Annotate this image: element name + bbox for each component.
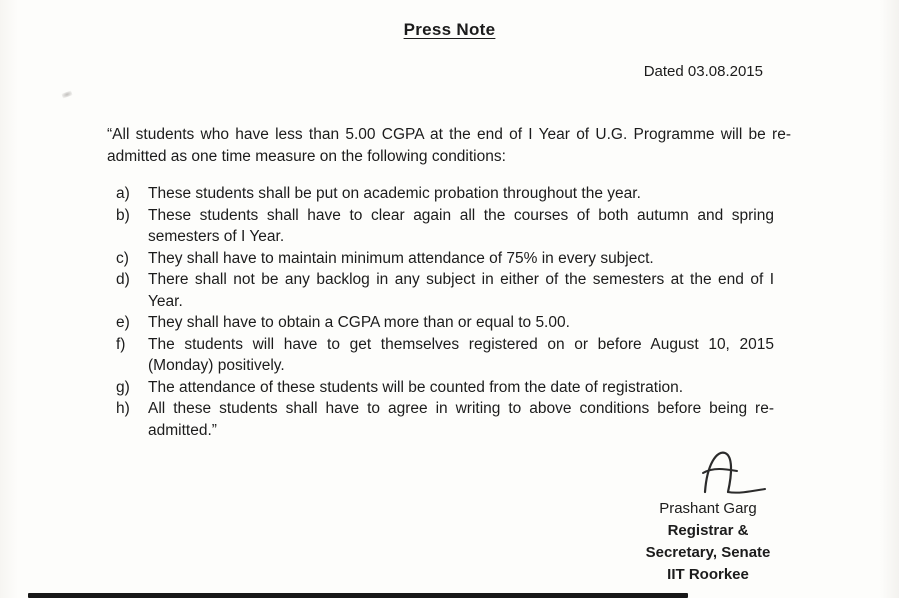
condition-text: All these students shall have to agree in writing to above conditions before being re-admitted.”: [148, 400, 774, 439]
document-title: [0, 20, 899, 40]
condition-item: [116, 398, 774, 441]
condition-item: [116, 334, 774, 377]
condition-item: [116, 183, 774, 205]
intro-paragraph: “All students who have less than 5.00 CGPA at the end of I Year of U.G. Programme will be re-admitted as one time measure on the following conditions:: [107, 126, 791, 165]
condition-text: These students shall be put on academic probation throughout the year.: [148, 185, 641, 202]
condition-text: They shall have to maintain minimum attendance of 75% in every subject.: [148, 249, 654, 267]
condition-label: c): [116, 249, 129, 267]
signatory-name: Prashant Garg: [659, 500, 757, 517]
condition-text: These students shall have to clear again all the courses of both autumn and spring semesters of I Year.: [148, 206, 774, 245]
signature-icon: [695, 446, 773, 498]
condition-item: [116, 248, 774, 270]
signatory-designation-1: Registrar &: [667, 522, 749, 539]
scan-smudge: [61, 90, 72, 98]
signature-block: [598, 498, 818, 586]
condition-item: [116, 269, 774, 312]
condition-text: There shall not be any backlog in any subject in either of the semesters at the end of I Year.: [148, 271, 774, 310]
condition-item: [116, 205, 774, 248]
condition-item: [116, 377, 774, 399]
condition-text: The students will have to get themselves registered on or before August 10, 2015 (Monday) positively.: [148, 335, 774, 374]
condition-label: f): [116, 335, 126, 353]
condition-label: h): [116, 400, 130, 417]
signatory-designation-2: Secretary, Senate: [645, 544, 771, 561]
signatory-designation-3: IIT Roorkee: [667, 566, 749, 583]
date-line: Dated 03.08.2015: [643, 63, 763, 80]
condition-label: d): [116, 271, 130, 288]
scan-artifact-bar: [28, 593, 688, 598]
conditions-list: [116, 183, 774, 441]
condition-label: b): [116, 206, 130, 224]
document-title-text: Press Note: [403, 20, 496, 39]
condition-label: g): [116, 378, 130, 396]
condition-item: [116, 312, 774, 334]
condition-label: e): [116, 314, 130, 331]
condition-text: The attendance of these students will be counted from the date of registration.: [148, 378, 684, 396]
condition-label: a): [116, 185, 130, 202]
condition-text: They shall have to obtain a CGPA more than or equal to 5.00.: [148, 314, 570, 331]
